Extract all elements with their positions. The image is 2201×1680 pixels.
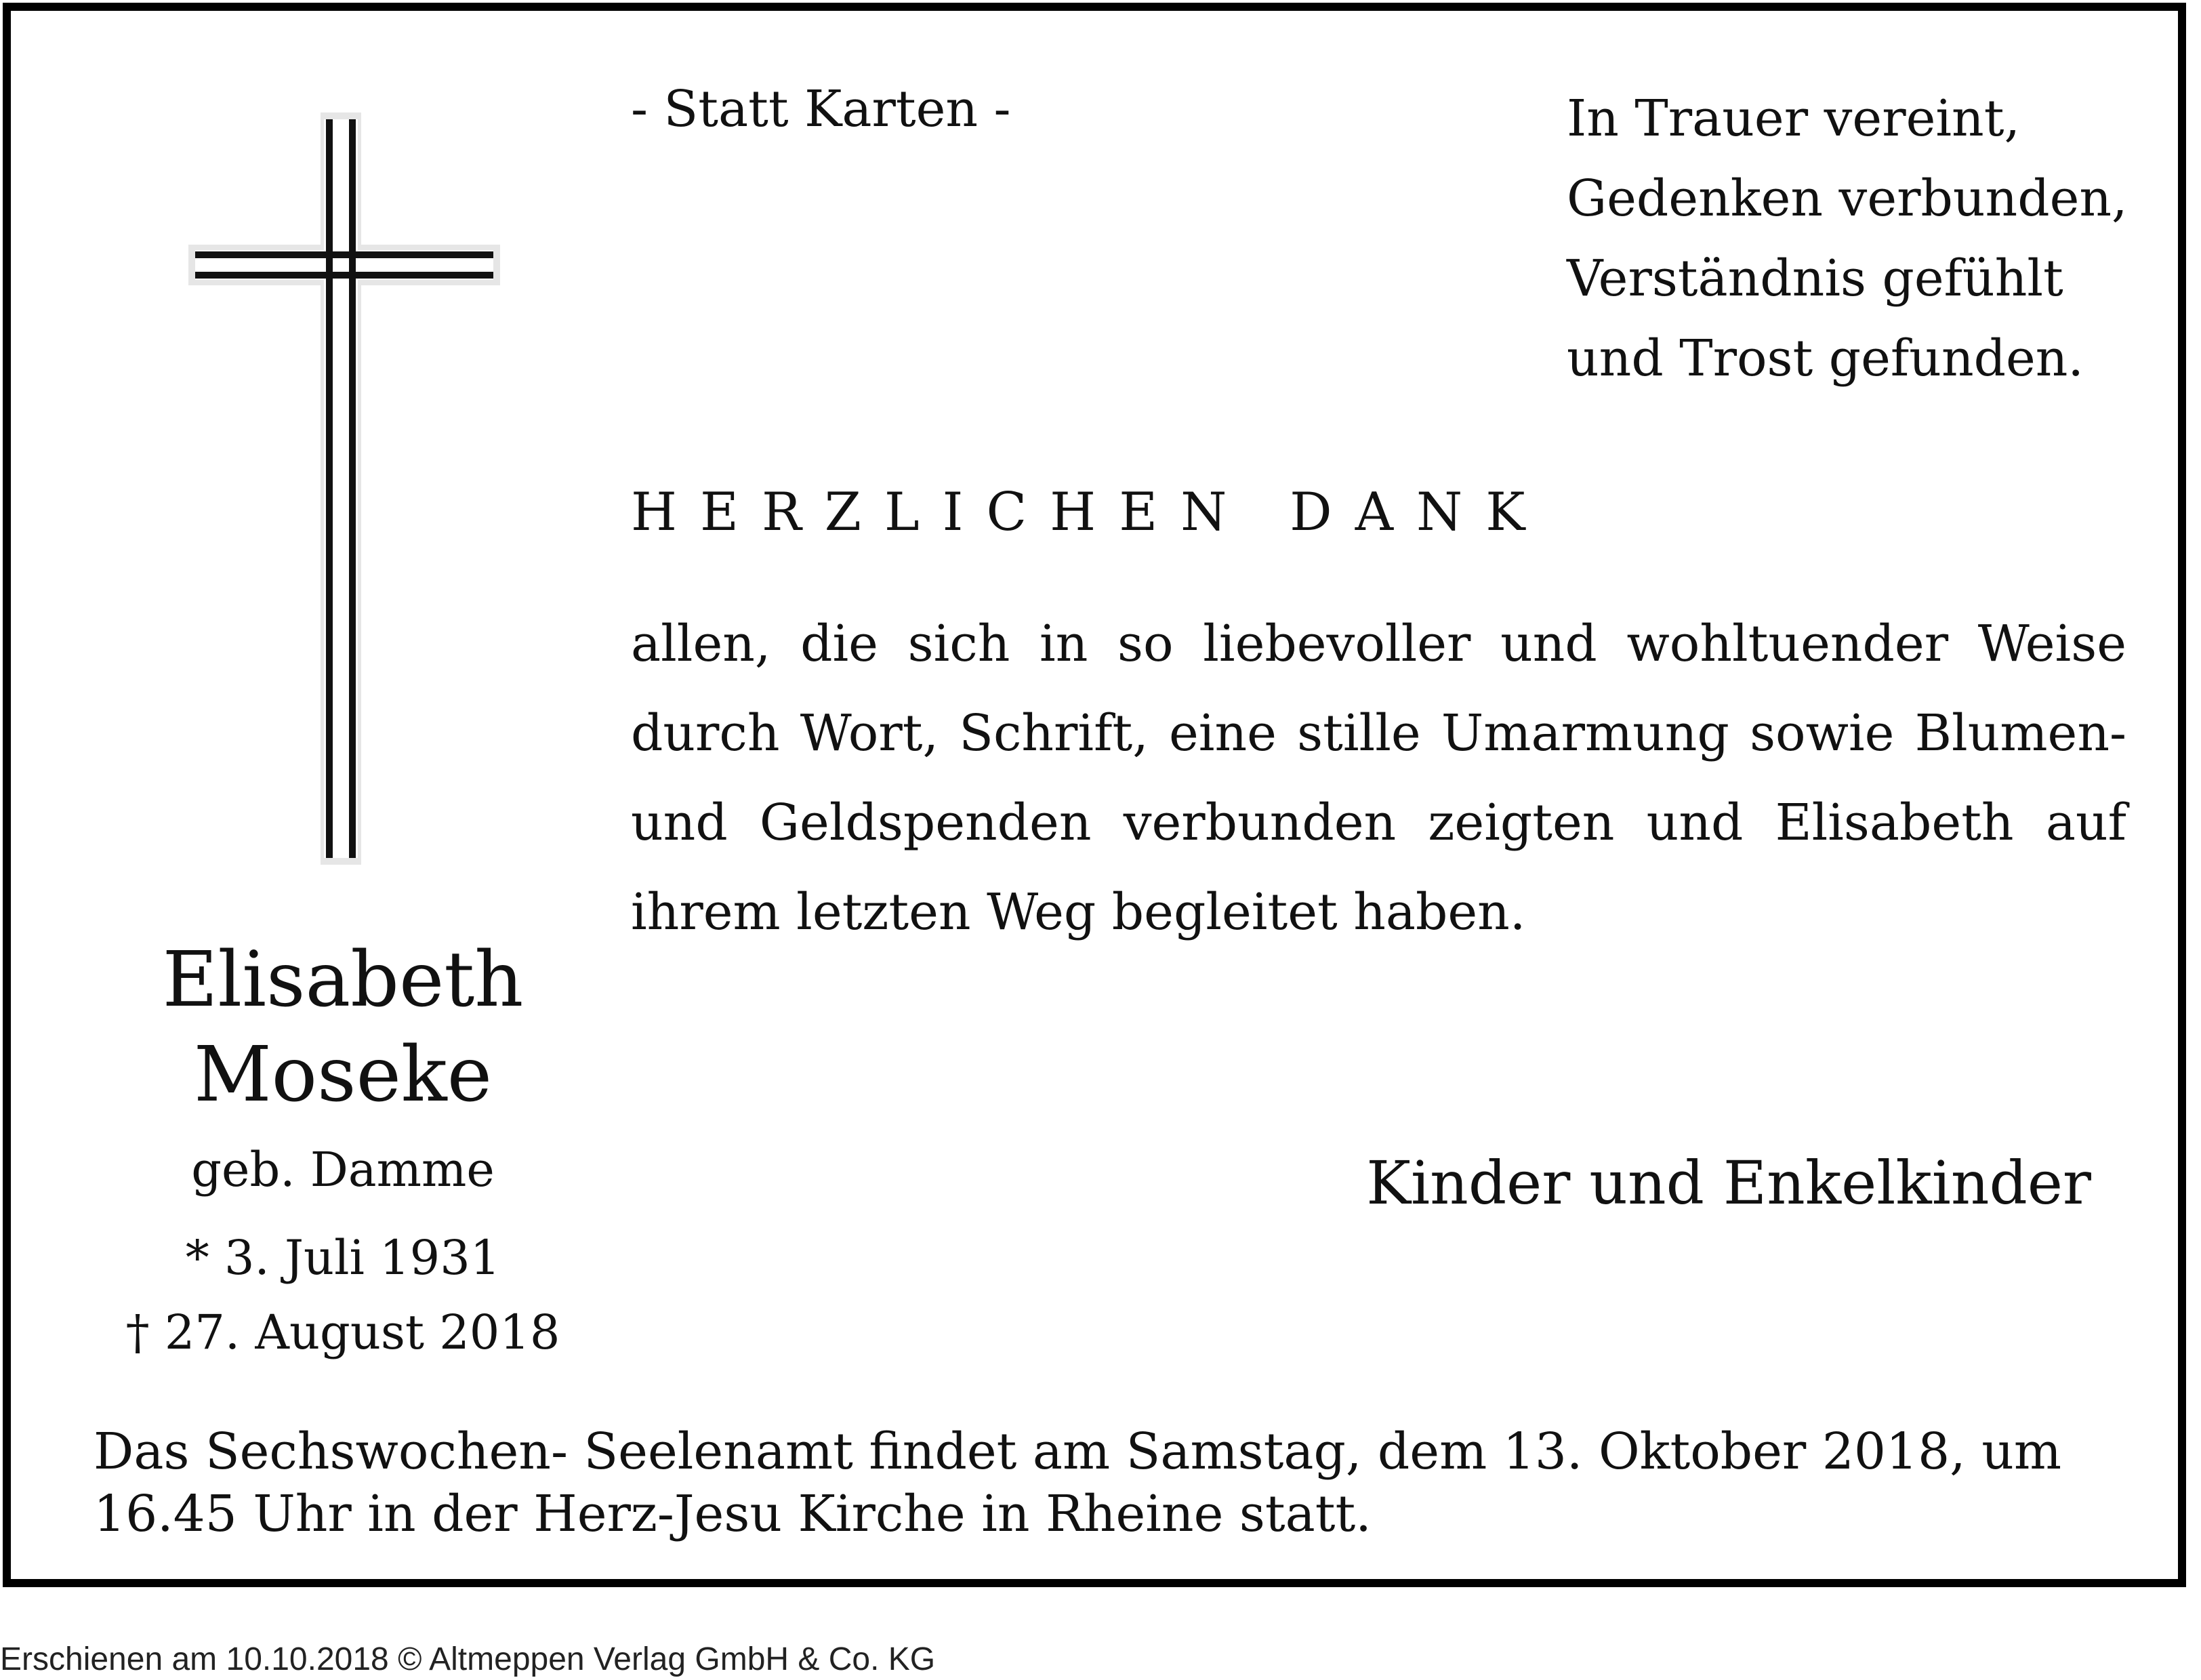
poem-line: Gedenken verbunden, bbox=[1567, 169, 2128, 228]
christian-cross-icon bbox=[188, 112, 500, 865]
publisher-credit: Erschienen am 10.10.2018 © Altmeppen Verlag GmbH & Co. KG bbox=[0, 1641, 936, 1677]
deceased-last-name: Moseke bbox=[193, 1031, 492, 1119]
statt-karten-label: - Statt Karten - bbox=[631, 80, 1011, 138]
thanks-text: allen, die sich in so liebevoller und wohltuender Weise durch Wort, Schrift, eine stille Umarmung sowie Blumen- und Geldspenden verbunden zeigten und Elisabeth auf ihrem letzten Weg begleitet haben. bbox=[631, 615, 2126, 941]
death-date: † 27. August 2018 bbox=[125, 1305, 560, 1360]
poem-line: In Trauer vereint, bbox=[1567, 89, 2020, 148]
family-signature: Kinder und Enkelkinder bbox=[1366, 1148, 2091, 1218]
obituary-notice-frame bbox=[3, 3, 2186, 1587]
service-announcement: Das Sechswochen- Seelenamt findet am Samstag, dem 13. Oktober 2018, um 16.45 Uhr in der Herz-Jesu Kirche in Rheine statt. bbox=[94, 1422, 2062, 1543]
birth-date: * 3. Juli 1931 bbox=[185, 1230, 501, 1286]
thanks-heading: HERZLICHEN DANK bbox=[631, 482, 1548, 543]
deceased-info bbox=[52, 933, 634, 1359]
poem-line: und Trost gefunden. bbox=[1567, 329, 2084, 388]
condolence-poem bbox=[1567, 79, 2128, 398]
maiden-name: geb. Damme bbox=[191, 1142, 495, 1197]
poem-line: Verständnis gefühlt bbox=[1567, 249, 2063, 308]
deceased-first-name: Elisabeth bbox=[162, 936, 524, 1024]
